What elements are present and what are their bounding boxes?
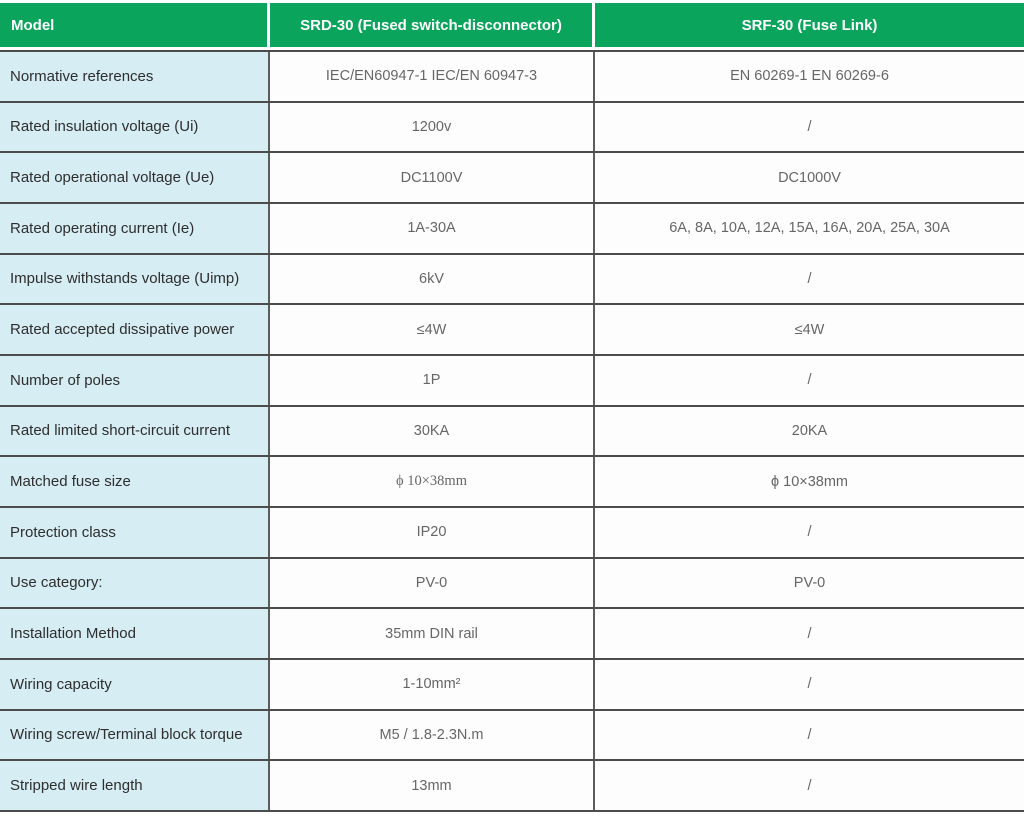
row-label: Normative references (0, 52, 270, 101)
srf-value-cell: / (807, 270, 812, 287)
table-row (0, 103, 1024, 154)
table-row (0, 559, 1024, 610)
srd-value-cell: M5 / 1.8-2.3N.m (270, 711, 595, 760)
table-row (0, 204, 1024, 255)
table-row (0, 52, 1024, 103)
srd-value-cell: 1-10mm² (270, 660, 595, 709)
srf-value-cell: / (807, 524, 812, 541)
row-label: Use category: (0, 559, 270, 608)
srd-value-cell: ≤4W (270, 305, 595, 354)
table-row (0, 457, 1024, 508)
table-row (0, 711, 1024, 762)
table-row (0, 407, 1024, 458)
table-row (0, 153, 1024, 204)
table-row (0, 356, 1024, 407)
table-row (0, 609, 1024, 660)
table-row (0, 508, 1024, 559)
srf-value-cell: 20KA (791, 422, 828, 439)
row-label: Wiring capacity (0, 660, 270, 709)
srf-value-cell: ϕ 10×38mm (770, 473, 849, 490)
srd-value-cell: 35mm DIN rail (270, 609, 595, 658)
table-row (0, 660, 1024, 711)
srd-value-cell: 13mm (270, 761, 595, 810)
row-label: Impulse withstands voltage (Uimp) (0, 255, 270, 304)
srf-value-cell: 6A, 8A, 10A, 12A, 15A, 16A, 20A, 25A, 30A (669, 220, 950, 237)
row-label: Rated limited short-circuit current (0, 407, 270, 456)
srf-value-cell: / (807, 676, 812, 693)
srd-value-cell: 6kV (270, 255, 595, 304)
row-label: Wiring screw/Terminal block torque (0, 711, 270, 760)
header-cell-srf-30: SRF-30 (Fuse Link) (595, 3, 1024, 47)
srd-value-cell: PV-0 (270, 559, 595, 608)
srf-value-cell: PV-0 (793, 574, 826, 591)
table-row (0, 305, 1024, 356)
row-label: Protection class (0, 508, 270, 557)
header-cell-model: Model (0, 3, 270, 47)
srd-value-cell: 30KA (270, 407, 595, 456)
srf-value-cell: / (807, 625, 812, 642)
table-row (0, 761, 1024, 812)
table-body (0, 50, 1024, 812)
srd-value-cell: DC1100V (270, 153, 595, 202)
row-label: Rated insulation voltage (Ui) (0, 103, 270, 152)
table-header-row (0, 3, 1024, 47)
row-label: Stripped wire length (0, 761, 270, 810)
srf-value-cell: / (807, 777, 812, 794)
srd-value-cell: IP20 (270, 508, 595, 557)
srf-value-cell: / (807, 726, 812, 743)
row-label: Number of poles (0, 356, 270, 405)
srd-value-cell: 1200v (270, 103, 595, 152)
srd-value-cell: ϕ 10×38mm (270, 457, 595, 506)
srf-value-cell: DC1000V (778, 169, 841, 186)
srf-value-cell: ≤4W (794, 321, 825, 338)
row-label: Rated operational voltage (Ue) (0, 153, 270, 202)
row-label: Installation Method (0, 609, 270, 658)
srd-value-cell: 1P (270, 356, 595, 405)
srf-value-cell: / (807, 118, 812, 135)
row-label: Rated accepted dissipative power (0, 305, 270, 354)
header-cell-srd-30: SRD-30 (Fused switch-disconnector) (270, 3, 595, 47)
srd-value-cell: IEC/EN60947-1 IEC/EN 60947-3 (270, 52, 595, 101)
srf-value-cell: EN 60269-1 EN 60269-6 (730, 68, 889, 85)
srf-value-cell: / (807, 372, 812, 389)
table-row (0, 255, 1024, 306)
srd-value-cell: 1A-30A (270, 204, 595, 253)
row-label: Matched fuse size (0, 457, 270, 506)
row-label: Rated operating current (Ie) (0, 204, 270, 253)
